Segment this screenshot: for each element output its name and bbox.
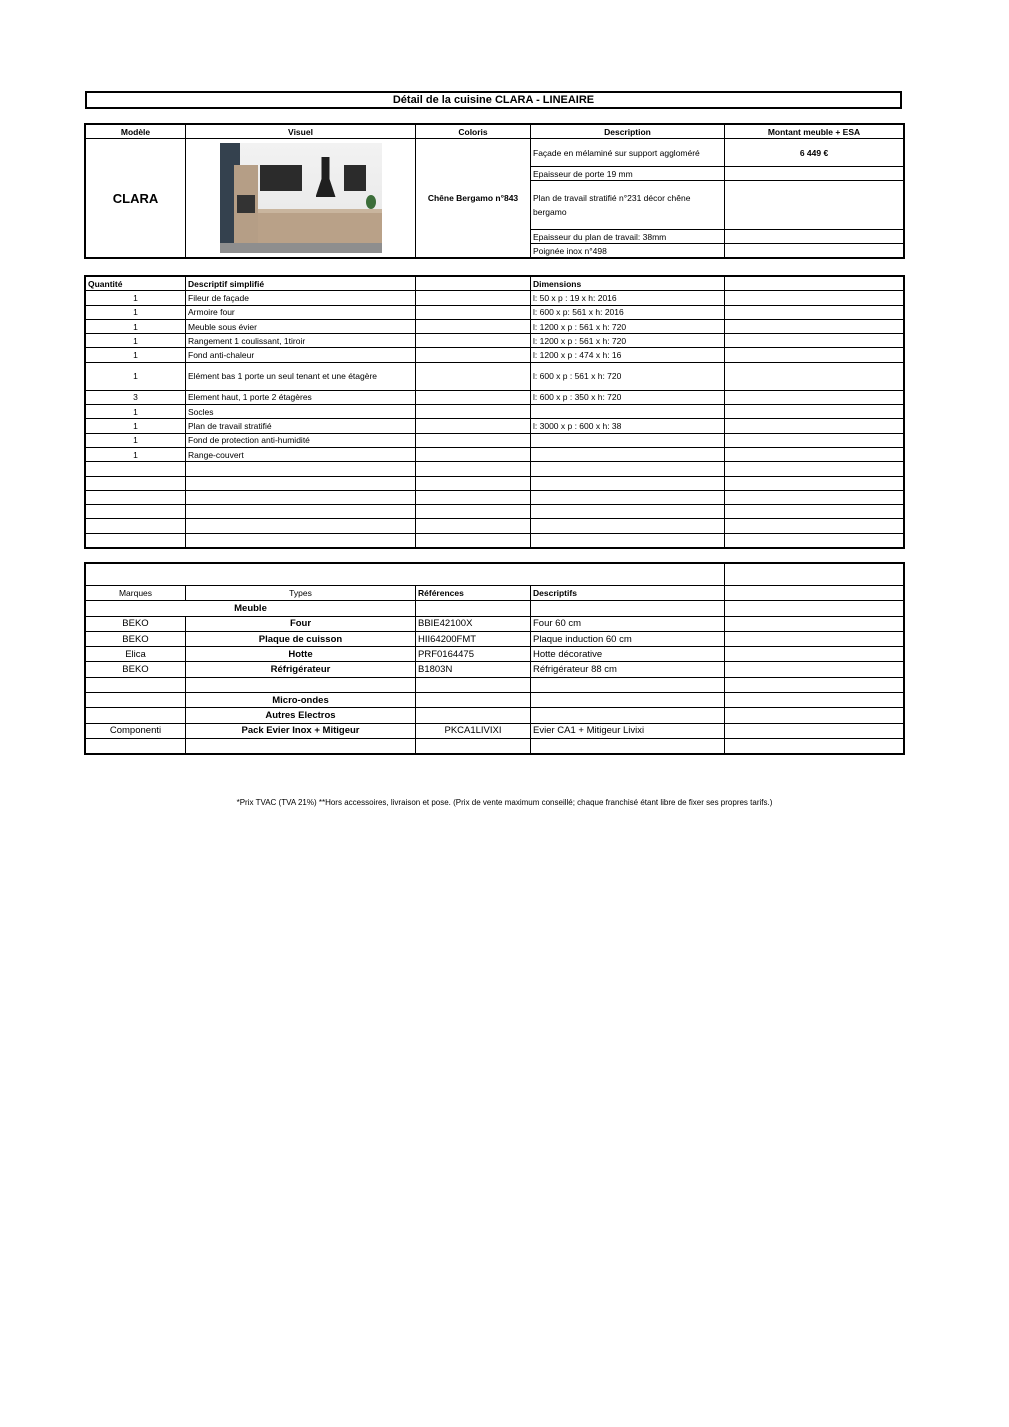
item-quantity: 1 — [86, 319, 186, 333]
item-descriptif — [186, 519, 416, 533]
header-references: Références — [416, 586, 531, 601]
item-empty — [725, 348, 904, 362]
item-quantity — [86, 505, 186, 519]
price-value: 6 449 € — [725, 139, 904, 167]
coloris-value: Chêne Bergamo n°843 — [416, 139, 531, 258]
item-row — [86, 305, 904, 319]
header-descriptif: Descriptif simplifié — [186, 277, 416, 291]
item-empty — [416, 490, 531, 504]
item-row — [86, 447, 904, 461]
item-row — [86, 533, 904, 547]
header-montant: Montant meuble + ESA — [725, 125, 904, 139]
item-dimensions: l: 1200 x p : 474 x h: 16 — [531, 348, 725, 362]
appliance-row — [86, 616, 904, 631]
reference-cell: HII64200FMT — [416, 631, 531, 646]
item-empty — [416, 291, 531, 305]
model-name: CLARA — [86, 139, 186, 258]
item-empty — [725, 533, 904, 547]
header-descriptifs: Descriptifs — [531, 586, 725, 601]
item-row — [86, 405, 904, 419]
item-empty — [725, 334, 904, 348]
item-quantity: 1 — [86, 334, 186, 348]
item-quantity: 1 — [86, 419, 186, 433]
item-row — [86, 505, 904, 519]
descriptif-cell: Hotte décorative — [531, 647, 725, 662]
item-quantity — [86, 476, 186, 490]
appliance-row — [86, 631, 904, 646]
item-row — [86, 348, 904, 362]
item-quantity: 1 — [86, 433, 186, 447]
kitchen-visual — [186, 139, 416, 258]
empty-cell — [725, 631, 904, 646]
item-empty — [725, 291, 904, 305]
header-marques: Marques — [86, 586, 186, 601]
footnote: *Prix TVAC (TVA 21%) **Hors accessoires, livraison et pose. (Prix de vente maximum conseillé; chaque franchisé étant libre de fixer ses propres tarifs.) — [236, 798, 773, 807]
item-empty — [416, 305, 531, 319]
item-dimensions: l: 50 x p : 19 x h: 2016 — [531, 291, 725, 305]
item-descriptif: Armoire four — [186, 305, 416, 319]
descriptif-cell: Four 60 cm — [531, 616, 725, 631]
item-dimensions — [531, 433, 725, 447]
reference-cell: PRF0164475 — [416, 647, 531, 662]
item-descriptif: Element haut, 1 porte 2 étagères — [186, 390, 416, 404]
empty-cell — [725, 647, 904, 662]
reference-cell: BBIE42100X — [416, 616, 531, 631]
item-empty — [725, 405, 904, 419]
empty-cell — [725, 616, 904, 631]
item-dimensions: l: 1200 x p : 561 x h: 720 — [531, 319, 725, 333]
item-row — [86, 433, 904, 447]
item-empty — [725, 505, 904, 519]
brand-cell: Elica — [86, 647, 186, 662]
item-empty — [416, 505, 531, 519]
item-quantity: 1 — [86, 447, 186, 461]
descriptif-cell: Plaque induction 60 cm — [531, 631, 725, 646]
item-quantity: 1 — [86, 348, 186, 362]
item-row — [86, 490, 904, 504]
item-dimensions — [531, 533, 725, 547]
item-descriptif — [186, 490, 416, 504]
brand-cell: BEKO — [86, 616, 186, 631]
kitchen-image — [220, 143, 382, 253]
item-descriptif: Rangement 1 coulissant, 1tiroir — [186, 334, 416, 348]
header-modele: Modèle — [86, 125, 186, 139]
item-empty — [725, 419, 904, 433]
description-line: Epaisseur du plan de travail: 38mm — [531, 230, 725, 244]
item-descriptif — [186, 462, 416, 476]
item-quantity — [86, 462, 186, 476]
header-quantite: Quantité — [86, 277, 186, 291]
item-empty — [725, 476, 904, 490]
item-empty — [416, 319, 531, 333]
item-row — [86, 419, 904, 433]
item-quantity — [86, 533, 186, 547]
item-descriptif — [186, 505, 416, 519]
item-dimensions — [531, 476, 725, 490]
item-row — [86, 334, 904, 348]
type-cell: Pack Evier Inox + Mitigeur — [186, 723, 416, 738]
item-empty — [725, 305, 904, 319]
item-empty — [416, 533, 531, 547]
item-row — [86, 519, 904, 533]
appliances-table — [85, 563, 904, 754]
summary-table — [85, 124, 904, 258]
description-line: Poignée inox n°498 — [531, 244, 725, 258]
item-row — [86, 390, 904, 404]
type-cell: Plaque de cuisson — [186, 631, 416, 646]
header-types: Types — [186, 586, 416, 601]
item-empty — [725, 490, 904, 504]
item-dimensions — [531, 519, 725, 533]
item-descriptif: Meuble sous évier — [186, 319, 416, 333]
item-empty — [416, 334, 531, 348]
description-line: Epaisseur de porte 19 mm — [531, 167, 725, 181]
item-dimensions: l: 600 x p: 561 x h: 2016 — [531, 305, 725, 319]
brand-cell: BEKO — [86, 631, 186, 646]
type-cell: Réfrigérateur — [186, 662, 416, 677]
item-empty — [725, 447, 904, 461]
item-descriptif: Plan de travail stratifié — [186, 419, 416, 433]
items-table — [85, 276, 904, 548]
section-meuble: Meuble — [86, 601, 416, 616]
item-empty — [416, 476, 531, 490]
item-dimensions — [531, 405, 725, 419]
item-row — [86, 462, 904, 476]
reference-cell: B1803N — [416, 662, 531, 677]
item-empty — [416, 462, 531, 476]
appliance-row — [86, 662, 904, 677]
brand-cell: Componenti — [86, 723, 186, 738]
item-quantity: 1 — [86, 405, 186, 419]
header-dimensions: Dimensions — [531, 277, 725, 291]
item-row — [86, 476, 904, 490]
section-autres-electros: Autres Electros — [186, 708, 416, 723]
item-empty — [725, 462, 904, 476]
item-dimensions: l: 1200 x p : 561 x h: 720 — [531, 334, 725, 348]
item-empty — [416, 419, 531, 433]
description-line: Plan de travail stratifié n°231 décor chêne bergamo — [531, 181, 725, 230]
item-empty — [725, 362, 904, 390]
item-empty — [725, 519, 904, 533]
item-row — [86, 291, 904, 305]
description-line: Façade en mélaminé sur support aggloméré — [531, 139, 725, 167]
item-descriptif: Elément bas 1 porte un seul tenant et une étagère — [186, 362, 416, 390]
item-descriptif: Fileur de façade — [186, 291, 416, 305]
item-dimensions — [531, 490, 725, 504]
appliance-row — [86, 647, 904, 662]
header-description: Description — [531, 125, 725, 139]
item-quantity: 1 — [86, 362, 186, 390]
type-cell: Four — [186, 616, 416, 631]
item-empty — [725, 390, 904, 404]
item-descriptif: Range-couvert — [186, 447, 416, 461]
descriptif-cell: Réfrigérateur 88 cm — [531, 662, 725, 677]
page-title: Détail de la cuisine CLARA - LINEAIRE — [85, 91, 902, 109]
item-dimensions — [531, 462, 725, 476]
type-cell: Hotte — [186, 647, 416, 662]
item-descriptif: Fond de protection anti-humidité — [186, 433, 416, 447]
brand-cell: BEKO — [86, 662, 186, 677]
item-row — [86, 362, 904, 390]
item-empty — [416, 362, 531, 390]
item-dimensions: l: 600 x p : 350 x h: 720 — [531, 390, 725, 404]
item-quantity: 1 — [86, 291, 186, 305]
item-empty — [416, 447, 531, 461]
empty-cell — [725, 662, 904, 677]
item-row — [86, 319, 904, 333]
item-dimensions — [531, 447, 725, 461]
descriptif-cell: Evier CA1 + Mitigeur Livixi — [531, 723, 725, 738]
item-empty — [416, 405, 531, 419]
item-empty — [416, 348, 531, 362]
item-empty — [725, 433, 904, 447]
item-descriptif — [186, 533, 416, 547]
header-coloris: Coloris — [416, 125, 531, 139]
section-micro-ondes: Micro-ondes — [186, 693, 416, 708]
item-descriptif — [186, 476, 416, 490]
item-descriptif: Socles — [186, 405, 416, 419]
item-quantity: 1 — [86, 305, 186, 319]
reference-cell: PKCA1LIVIXI — [416, 723, 531, 738]
item-empty — [416, 519, 531, 533]
item-empty — [416, 433, 531, 447]
item-dimensions — [531, 505, 725, 519]
header-visuel: Visuel — [186, 125, 416, 139]
item-dimensions: l: 3000 x p : 600 x h: 38 — [531, 419, 725, 433]
item-empty — [416, 390, 531, 404]
item-quantity — [86, 519, 186, 533]
item-dimensions: l: 600 x p : 561 x h: 720 — [531, 362, 725, 390]
item-quantity — [86, 490, 186, 504]
item-descriptif: Fond anti-chaleur — [186, 348, 416, 362]
item-quantity: 3 — [86, 390, 186, 404]
item-empty — [725, 319, 904, 333]
